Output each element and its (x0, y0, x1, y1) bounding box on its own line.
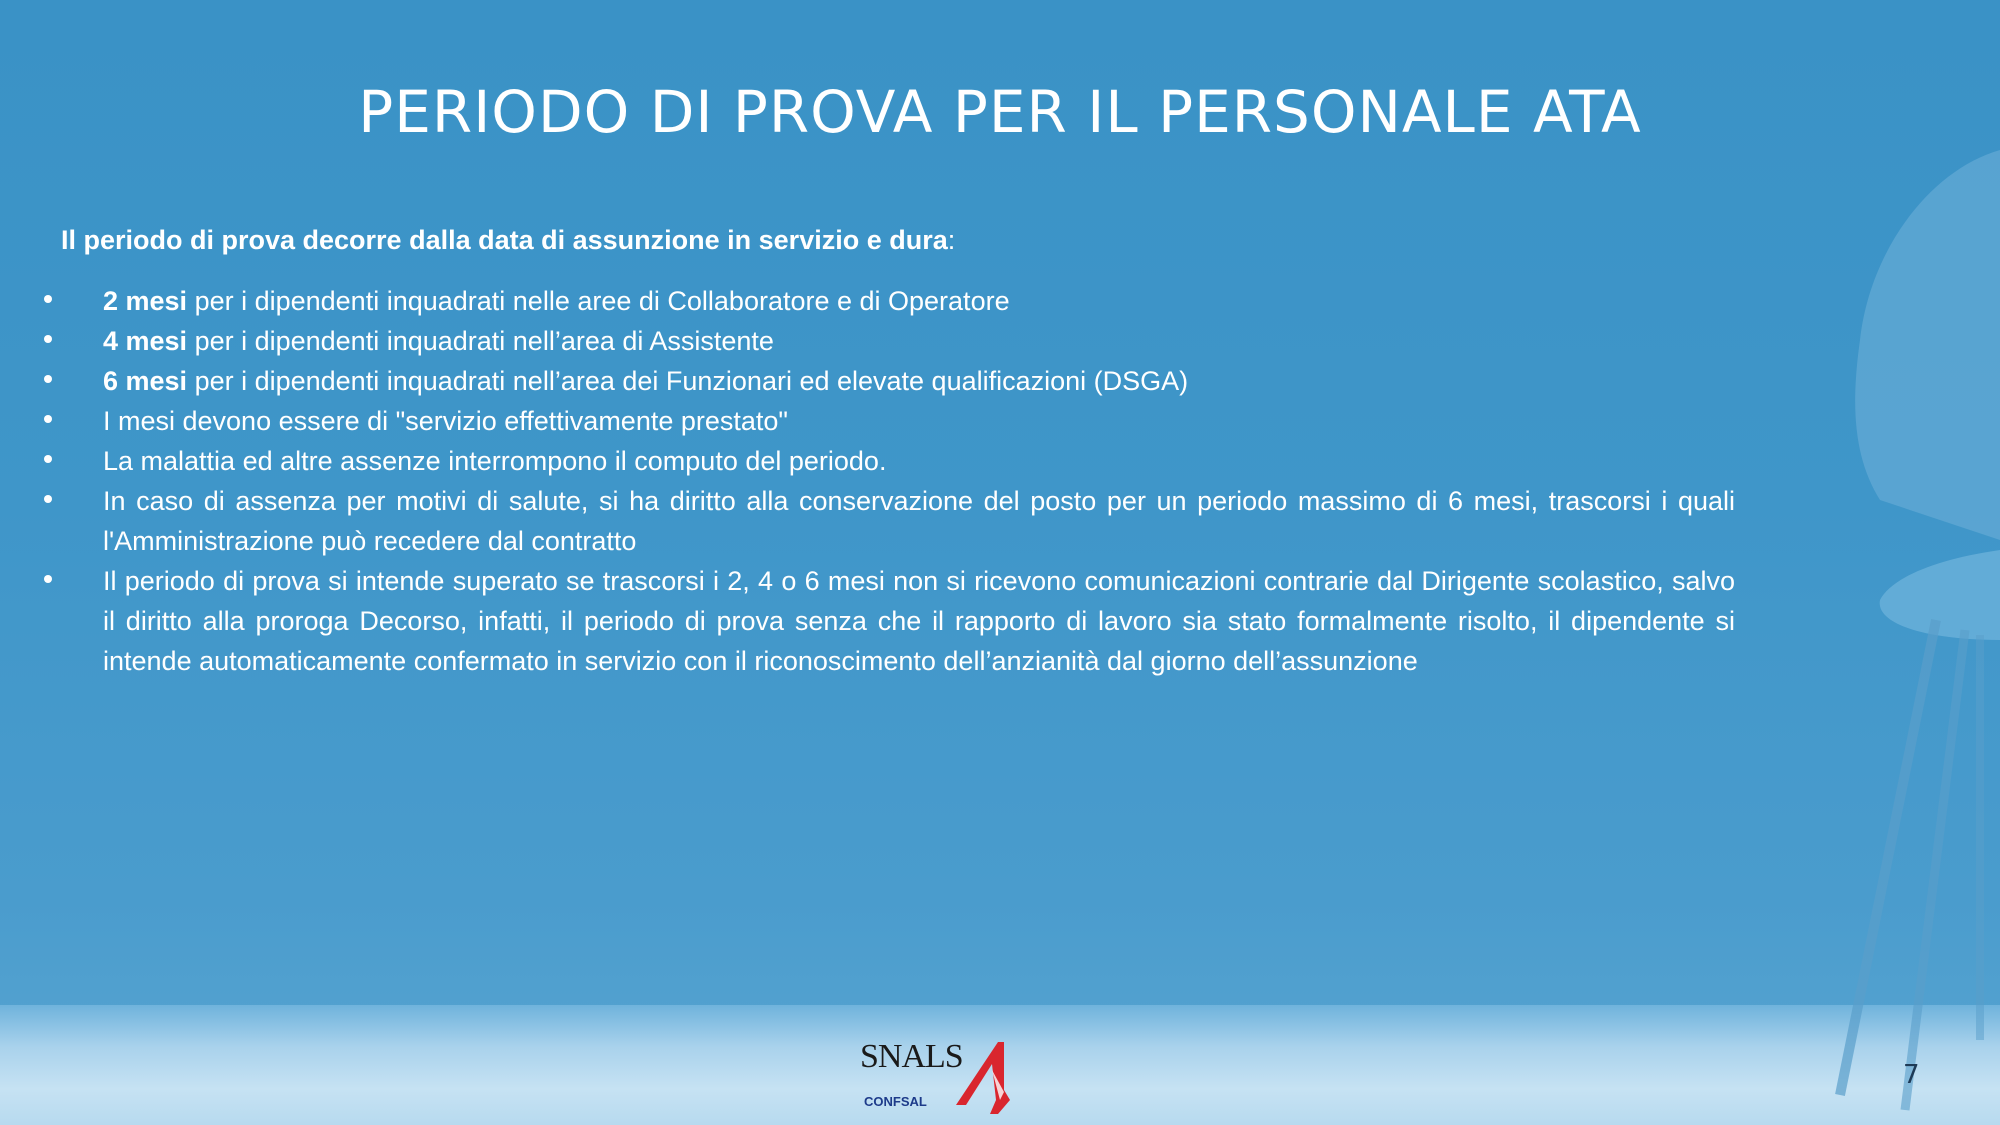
bullet-text: per i dipendenti inquadrati nelle aree di Collaboratore e di Operatore (187, 286, 1010, 316)
list-item (0, 401, 1735, 441)
bullet-text: In caso di assenza per motivi di salute, si ha diritto alla conservazione del posto per un periodo massimo di 6 mesi, trascorsi i quali l'Amministrazione può recedere dal contratto (103, 486, 1735, 556)
bullet-bold: 2 mesi (103, 286, 188, 316)
bullet-dot-icon (44, 455, 52, 463)
bullet-list (0, 281, 1735, 681)
intro-bold: Il periodo di prova decorre dalla data di assunzione in servizio e dura (61, 225, 948, 255)
list-item (0, 281, 1735, 321)
bullet-dot-icon (44, 295, 52, 303)
bullet-dot-icon (44, 575, 52, 583)
bullet-dot-icon (44, 375, 52, 383)
intro-text (61, 222, 1711, 258)
snals-logo (856, 1030, 1016, 1115)
list-item (0, 481, 1735, 561)
slide-title: PERIODO DI PROVA PER IL PERSONALE ATA (358, 78, 1642, 146)
bullet-text: Il periodo di prova si intende superato se trascorsi i 2, 4 o 6 mesi non si ricevono comunicazioni contrarie dal Dirigente scolastico, salvo il diritto alla proroga Decorso, infatti, il periodo di prova senza che il rapporto di lavoro sia stato formalmente risolto, il dipendente si intende automaticamente confermato in servizio con il riconoscimento dell’anzianità dal giorno dell’assunzione (103, 566, 1735, 676)
intro-tail: : (947, 225, 956, 255)
logo-name: SNALS (860, 1038, 963, 1075)
bullet-text: La malattia ed altre assenze interrompono il computo del periodo. (103, 446, 887, 476)
list-item (0, 361, 1735, 401)
bullet-dot-icon (44, 495, 52, 503)
list-item (0, 321, 1735, 361)
logo-sub: CONFSAL (864, 1094, 927, 1109)
bullet-dot-icon (44, 415, 52, 423)
bullet-bold: 6 mesi (103, 366, 188, 396)
bullet-bold: 4 mesi (103, 326, 188, 356)
bullet-text: per i dipendenti inquadrati nell’area dei Funzionari ed elevate qualificazioni (DSGA) (187, 366, 1189, 396)
bullet-text: I mesi devono essere di "servizio effettivamente prestato" (103, 406, 789, 436)
list-item (0, 441, 1735, 481)
list-item (0, 561, 1735, 681)
logo-mark-icon (948, 1030, 1018, 1115)
bullet-text: per i dipendenti inquadrati nell’area di Assistente (187, 326, 774, 356)
page-number: 7 (1903, 1060, 1920, 1090)
bullet-dot-icon (44, 335, 52, 343)
